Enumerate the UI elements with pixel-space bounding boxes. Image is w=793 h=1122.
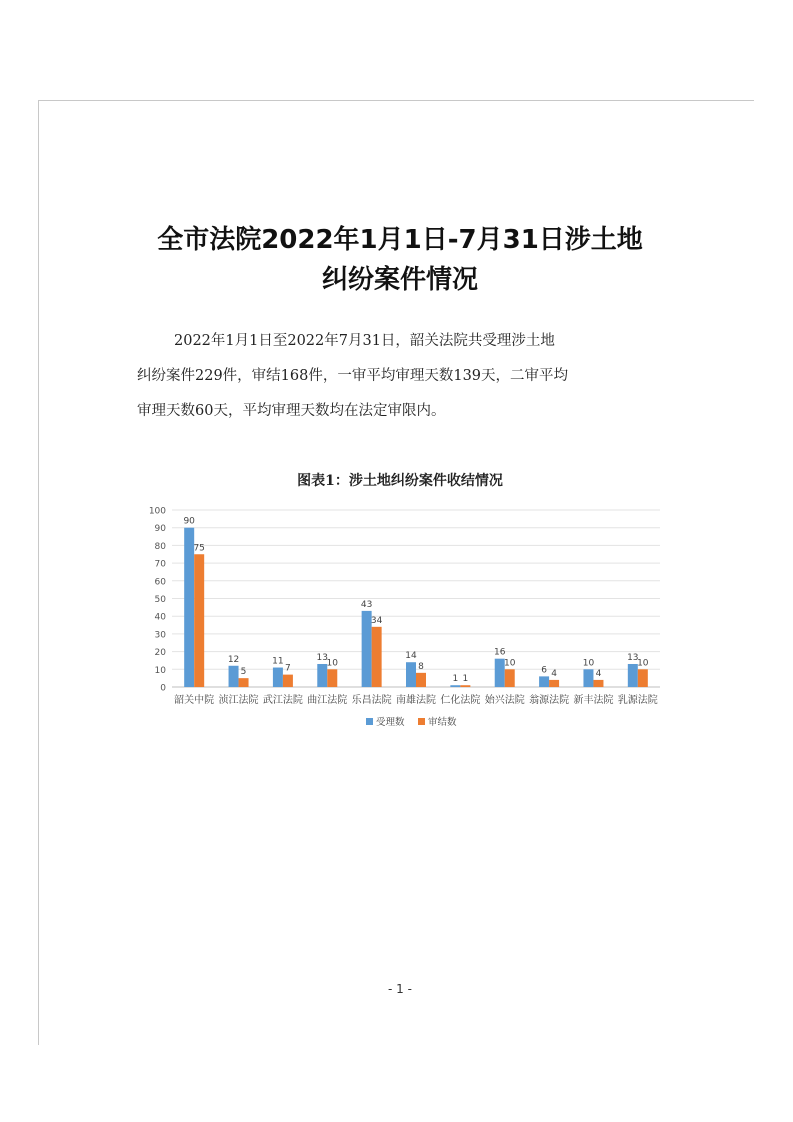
bar-closed [372,627,382,687]
bar-closed [505,669,515,687]
chart-title: 图表1：涉土地纠纷案件收结情况 [297,473,503,489]
bar-closed [283,675,293,687]
bar-closed [327,669,337,687]
data-label: 13 [627,652,639,663]
data-label: 13 [316,652,328,663]
y-tick-label: 70 [154,559,166,570]
data-label: 8 [418,661,424,672]
data-label: 12 [227,654,240,665]
y-tick-label: 50 [154,595,166,605]
y-tick-label: 20 [154,648,166,659]
bar-closed [194,554,204,687]
title-line-2: 纠纷案件情况 [321,265,478,295]
bar-closed [593,680,603,687]
x-tick-label: 浈江法院 [218,695,259,706]
data-label: 4 [551,668,557,679]
y-tick-label: 30 [154,630,166,641]
legend-swatch [418,718,425,725]
x-tick-label: 曲江法院 [307,695,348,706]
x-tick-label: 韶关中院 [174,695,215,706]
data-label: 10 [504,658,516,669]
data-label: 10 [326,658,338,669]
data-label: 5 [240,667,247,678]
bar-closed [460,685,470,687]
data-label: 6 [541,665,547,676]
data-label: 1 [462,674,469,685]
data-label: 10 [582,658,595,669]
y-tick-label: 90 [154,524,166,535]
title-line-1: 全市法院2022年1月1日-7月31日涉土地 [157,225,643,255]
x-tick-label: 武江法院 [262,695,303,706]
y-tick-label: 10 [154,665,166,676]
data-label: 7 [285,663,291,674]
data-label: 34 [370,615,383,626]
bar-closed [239,678,249,687]
data-label: 10 [637,658,649,669]
bar-received [539,676,549,687]
legend-swatch [366,718,373,725]
x-tick-label: 仁化法院 [440,695,481,706]
page-number: - 1 - [388,982,412,996]
bar-closed [416,673,426,687]
paragraph-line-1: 2022年1月1日至2022年7月31日，韶关法院共受理涉土地 [174,333,555,349]
y-tick-label: 40 [154,612,166,623]
x-tick-label: 始兴法院 [484,695,525,706]
data-label: 1 [452,674,459,685]
data-label: 14 [405,651,417,662]
data-label: 90 [183,516,195,527]
y-tick-label: 100 [148,506,166,517]
x-tick-label: 新丰法院 [573,695,614,706]
x-tick-label: 乳源法院 [617,695,658,706]
data-label: 75 [193,543,205,554]
bar-received [583,669,593,687]
bar-closed [638,669,648,687]
y-tick-label: 60 [154,577,166,588]
bar-received [229,666,239,687]
legend-label: 审结数 [428,717,457,728]
x-tick-label: 南雄法院 [396,695,436,706]
bar-received [406,662,416,687]
data-label: 11 [272,656,284,667]
bar-closed [549,680,559,687]
y-tick-label: 0 [160,683,166,694]
x-tick-label: 乐昌法院 [351,695,392,706]
y-tick-label: 80 [154,541,166,552]
data-label: 16 [494,647,506,658]
paragraph-line-3: 审理天数60天，平均审理天数均在法定审限内。 [137,403,446,419]
bar-received [273,668,283,687]
data-label: 43 [360,599,373,610]
legend-label: 受理数 [376,717,405,728]
data-label: 4 [595,668,602,679]
bar-received [450,685,460,687]
paragraph-line-2: 纠纷案件229件，审结168件，一审平均审理天数139天，二审平均 [137,368,569,384]
x-tick-label: 翁源法院 [529,695,570,706]
